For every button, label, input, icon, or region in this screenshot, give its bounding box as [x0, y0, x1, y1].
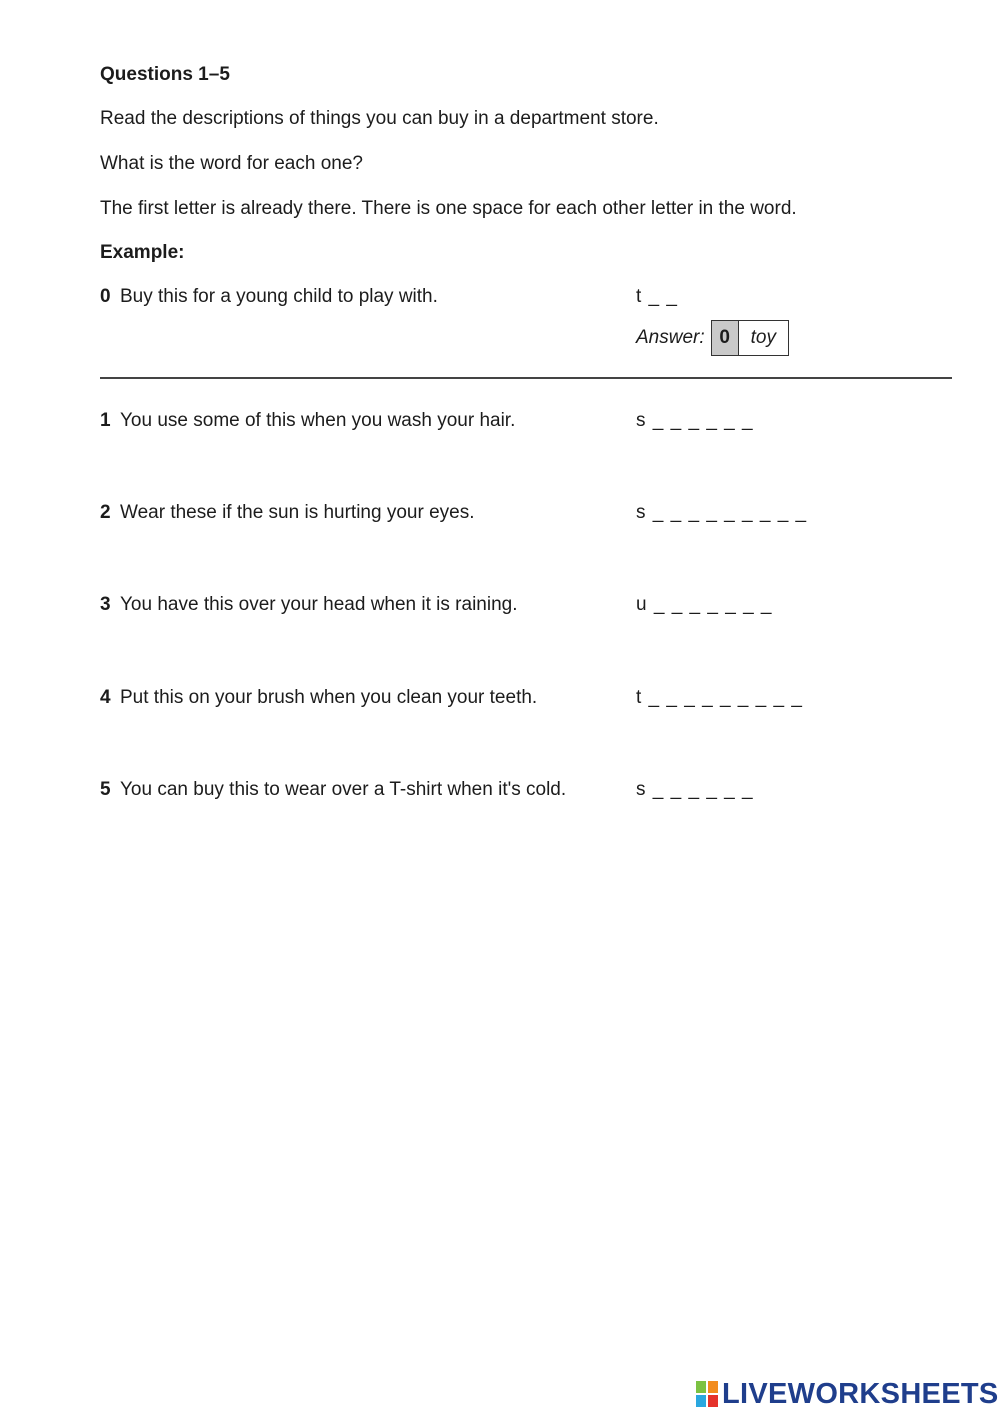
question-5: [100, 779, 566, 801]
divider: [100, 377, 952, 379]
instruction-3: The first letter is already there. There is one space for each other letter in the word.: [100, 198, 797, 219]
instruction-1: Read the descriptions of things you can buy in a department store.: [100, 108, 659, 129]
question-3: [100, 594, 518, 616]
answer-label: Answer:: [636, 327, 705, 348]
question-text: You can buy this to wear over a T-shirt when it's cold.: [120, 779, 567, 800]
answer-input-1[interactable]: s _ _ _ _ _ _: [636, 410, 754, 431]
example-text: Buy this for a young child to play with.: [120, 286, 438, 307]
question-text: You have this over your head when it is raining.: [120, 594, 518, 615]
answer-input-3[interactable]: u _ _ _ _ _ _ _: [636, 594, 773, 615]
example-label: Example:: [100, 242, 185, 263]
logo-text: LIVEWORKSHEETS: [722, 1378, 999, 1410]
question-number: 2: [100, 502, 111, 523]
liveworksheets-logo: [696, 1378, 999, 1411]
section-heading: Questions 1–5: [100, 64, 230, 85]
example-number: 0: [100, 286, 111, 307]
example-answer: [636, 320, 789, 356]
question-number: 1: [100, 410, 111, 431]
question-number: 3: [100, 594, 111, 615]
question-text: Wear these if the sun is hurting your eyes.: [120, 502, 475, 523]
answer-input-2[interactable]: s _ _ _ _ _ _ _ _ _: [636, 502, 808, 523]
question-2: [100, 502, 475, 524]
question-4: [100, 687, 537, 709]
answer-box: [711, 320, 789, 356]
answer-number: 0: [712, 321, 739, 355]
question-number: 5: [100, 779, 111, 800]
answer-input-5[interactable]: s _ _ _ _ _ _: [636, 779, 754, 800]
instruction-2: What is the word for each one?: [100, 153, 363, 174]
example-hint: t _ _: [636, 286, 678, 307]
question-1: [100, 410, 515, 432]
answer-word: toy: [750, 327, 776, 348]
question-text: Put this on your brush when you clean your teeth.: [120, 687, 538, 708]
example-question: [100, 286, 438, 308]
question-number: 4: [100, 687, 111, 708]
answer-input-4[interactable]: t _ _ _ _ _ _ _ _ _: [636, 687, 803, 708]
question-text: You use some of this when you wash your hair.: [120, 410, 516, 431]
liveworksheets-logo-icon: [696, 1381, 720, 1409]
